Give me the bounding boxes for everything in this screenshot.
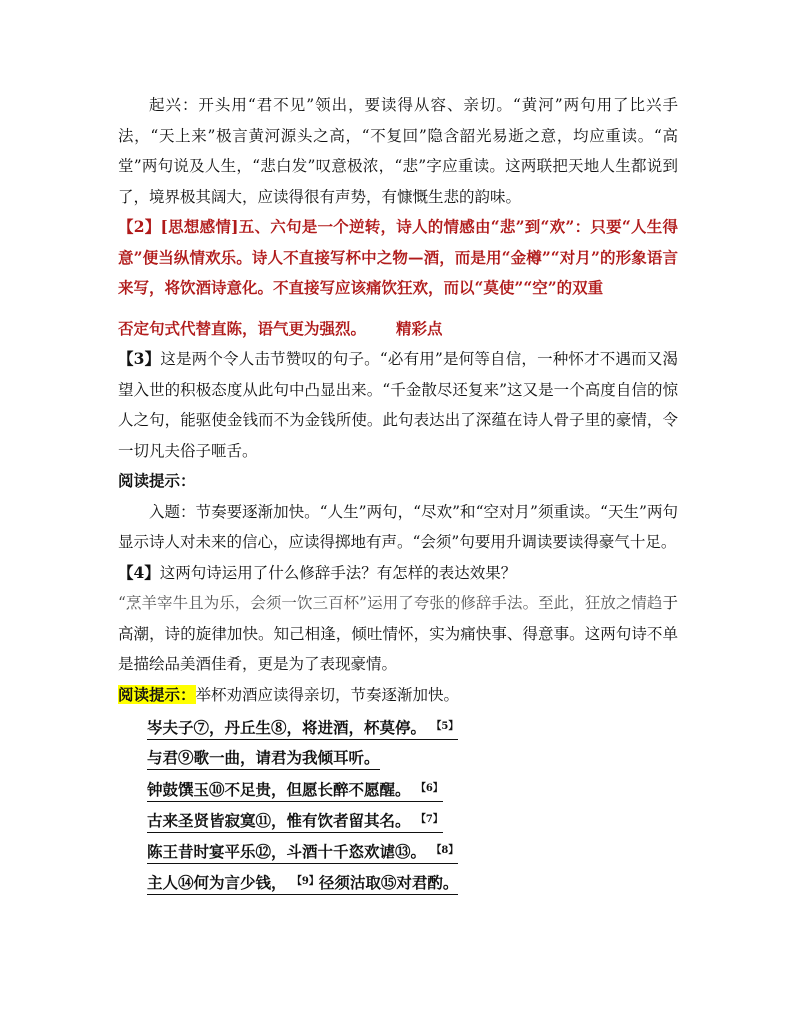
note-3-marker: 【3】 [118, 349, 161, 368]
highlight-label: 精彩点 [396, 318, 443, 338]
reading-tip-1-text: 入题：节奏要逐渐加快。“人生”两句，“尽欢”和“空对月”须重读。“天生”两句显示诗人对未来的信心，应读得掷地有声。“会须”句要用升调读要读得豪气十足。 [118, 502, 678, 551]
poem-line-4: 古来圣贤皆寂寞⑪，惟有饮者留其名。 $^{【7】}$ [147, 809, 443, 833]
note-2-continued [118, 314, 678, 345]
note-marker-6: 【6】 [415, 783, 443, 794]
note-4-answer [118, 588, 678, 680]
poem-line-2: 与君⑨歌一曲，请君为我倾耳听。 [147, 747, 380, 770]
poem-excerpt [118, 712, 678, 898]
reading-tip-heading-2: 阅读提示： [118, 684, 196, 704]
reading-tip-heading-1: 阅读提示： [118, 471, 196, 490]
note-2-cont-text: 否定句式代替直陈，语气更为强烈。 [118, 318, 367, 338]
note-marker-9: 【9】 [291, 876, 319, 887]
poem-line-5: 陈王昔时宴平乐⑫，斗酒十千恣欢谑⑬。 $^{【8】}$ [147, 840, 458, 864]
note-3 [118, 344, 678, 466]
note-2-marker: 【2】 [118, 217, 161, 236]
note-4-answer-lead: “烹羊宰牛且为乐，会须一饮三百杯”运用了夸张的修辞手法。至此，狂放之情趋 [118, 594, 663, 612]
note-4-question: 这两句诗运用了什么修辞手法？有怎样的表达效果？ [159, 563, 517, 582]
reading-tip-2-text: 举杯劝酒应读得亲切，节奏逐渐加快。 [195, 685, 460, 704]
document-body [118, 90, 678, 898]
note-3-text: 这是两个令人击节赞叹的句子。“必有用”是何等自信，一种怀才不遇而又渴望入世的积极态度从此句中凸显出来。“千金散尽还复来”这又是一个高度自信的惊人之句，能驱使金钱而不为金钱所使。此句表达出了深蕴在诗人骨子里的豪情，令一切凡夫俗子咂舌。 [118, 350, 678, 460]
poem-line-1: 岑夫子⑦，丹丘生⑧，将进酒，杯莫停。 $^{【5】}$ [147, 716, 458, 740]
note-4-answer-rest: 于高潮，诗的旋律加快。知己相逢，倾吐情怀，实为痛快事、得意事。这两句诗不单是描绘品美酒佳肴，更是为了表现豪情。 [118, 594, 678, 673]
note-2-text: [思想感情]五、六句是一个逆转，诗人的情感由“悲”到“欢”：只要“人生得意”便当纵情欢乐。诗人不直接写杯中之物—酒，而是用“金樽”“对月”的形象语言来写，将饮酒诗意化。不直接写应该痛饮狂欢，而以“莫使”“空”的双重 [118, 217, 679, 297]
note-marker-7: 【7】 [415, 814, 443, 825]
reading-tip-2 [118, 680, 678, 711]
poem-line-6: 主人⑭何为言少钱， $^{【9】}$径须沽取⑮对君酌。 [147, 871, 458, 895]
poem-line-3: 钟鼓馔玉⑩不足贵，但愿长醉不愿醒。 $^{【6】}$ [147, 778, 443, 802]
note-4-marker: 【4】 [118, 562, 160, 582]
note-4 [118, 558, 678, 589]
note-marker-8: 【8】 [431, 845, 459, 856]
note-marker-5: 【5】 [431, 721, 459, 732]
paragraph-qixing: 起兴：开头用“君不见”领出，要读得从容、亲切。“黄河”两句用了比兴手法，“天上来”极言黄河源头之高，“不复回”隐含韶光易逝之意，均应重读。“高堂”两句说及人生，“悲白发”叹意极浓，“悲”字应重读。这两联把天地人生都说到了，境界极其阔大，应读得很有声势，有慷慨生悲的韵味。 [118, 96, 678, 206]
note-2 [118, 212, 678, 304]
